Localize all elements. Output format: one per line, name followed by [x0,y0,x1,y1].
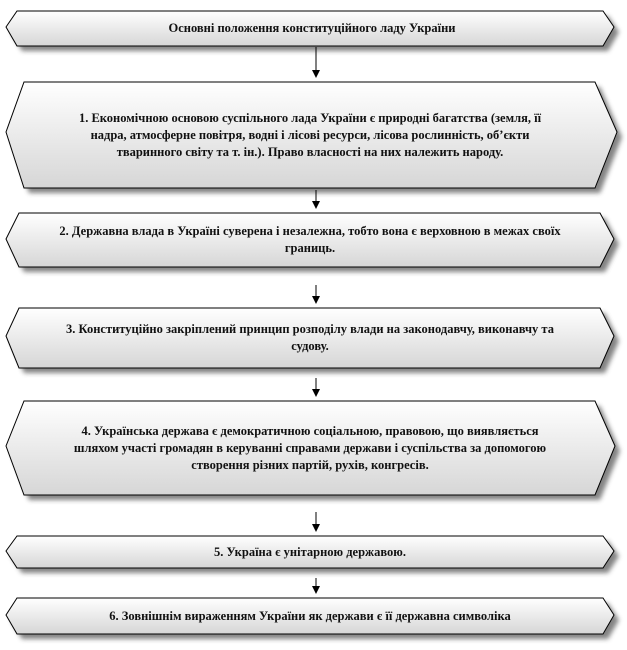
step-text-5: 5. Україна є унітарною державою. [214,544,406,559]
step-text-3: 3. Конституційно закріплений принцип розподілу влади на законодавчу, виконавчу та судову. [66,322,554,353]
diagram-title: Основні положення конституційного ладу України [168,21,456,35]
step-text-1: 1. Економічною основою суспільного лада України є природні багатства (земля, її надра, атмосферне повітря, водні і лісові ресурси, лісова рослинність, об’єкти тваринного світу та т. ін.). Право власності на них належить народу. [78,110,542,159]
step-text-2: 2. Державна влада в Україні суверена і незалежна, тобто вона є верховною в межах своїх границь. [59,224,561,255]
step-text-6: 6. Зовнішнім вираженням України як держави є її державна символіка [109,608,511,623]
step-text-4: 4. Українська держава є демократичною соціальною, правовою, що виявляється шляхом участі громадян в керуванні справами держави і суспільства за допомогою створення різних партій, рухів, конгресів. [73,423,547,472]
